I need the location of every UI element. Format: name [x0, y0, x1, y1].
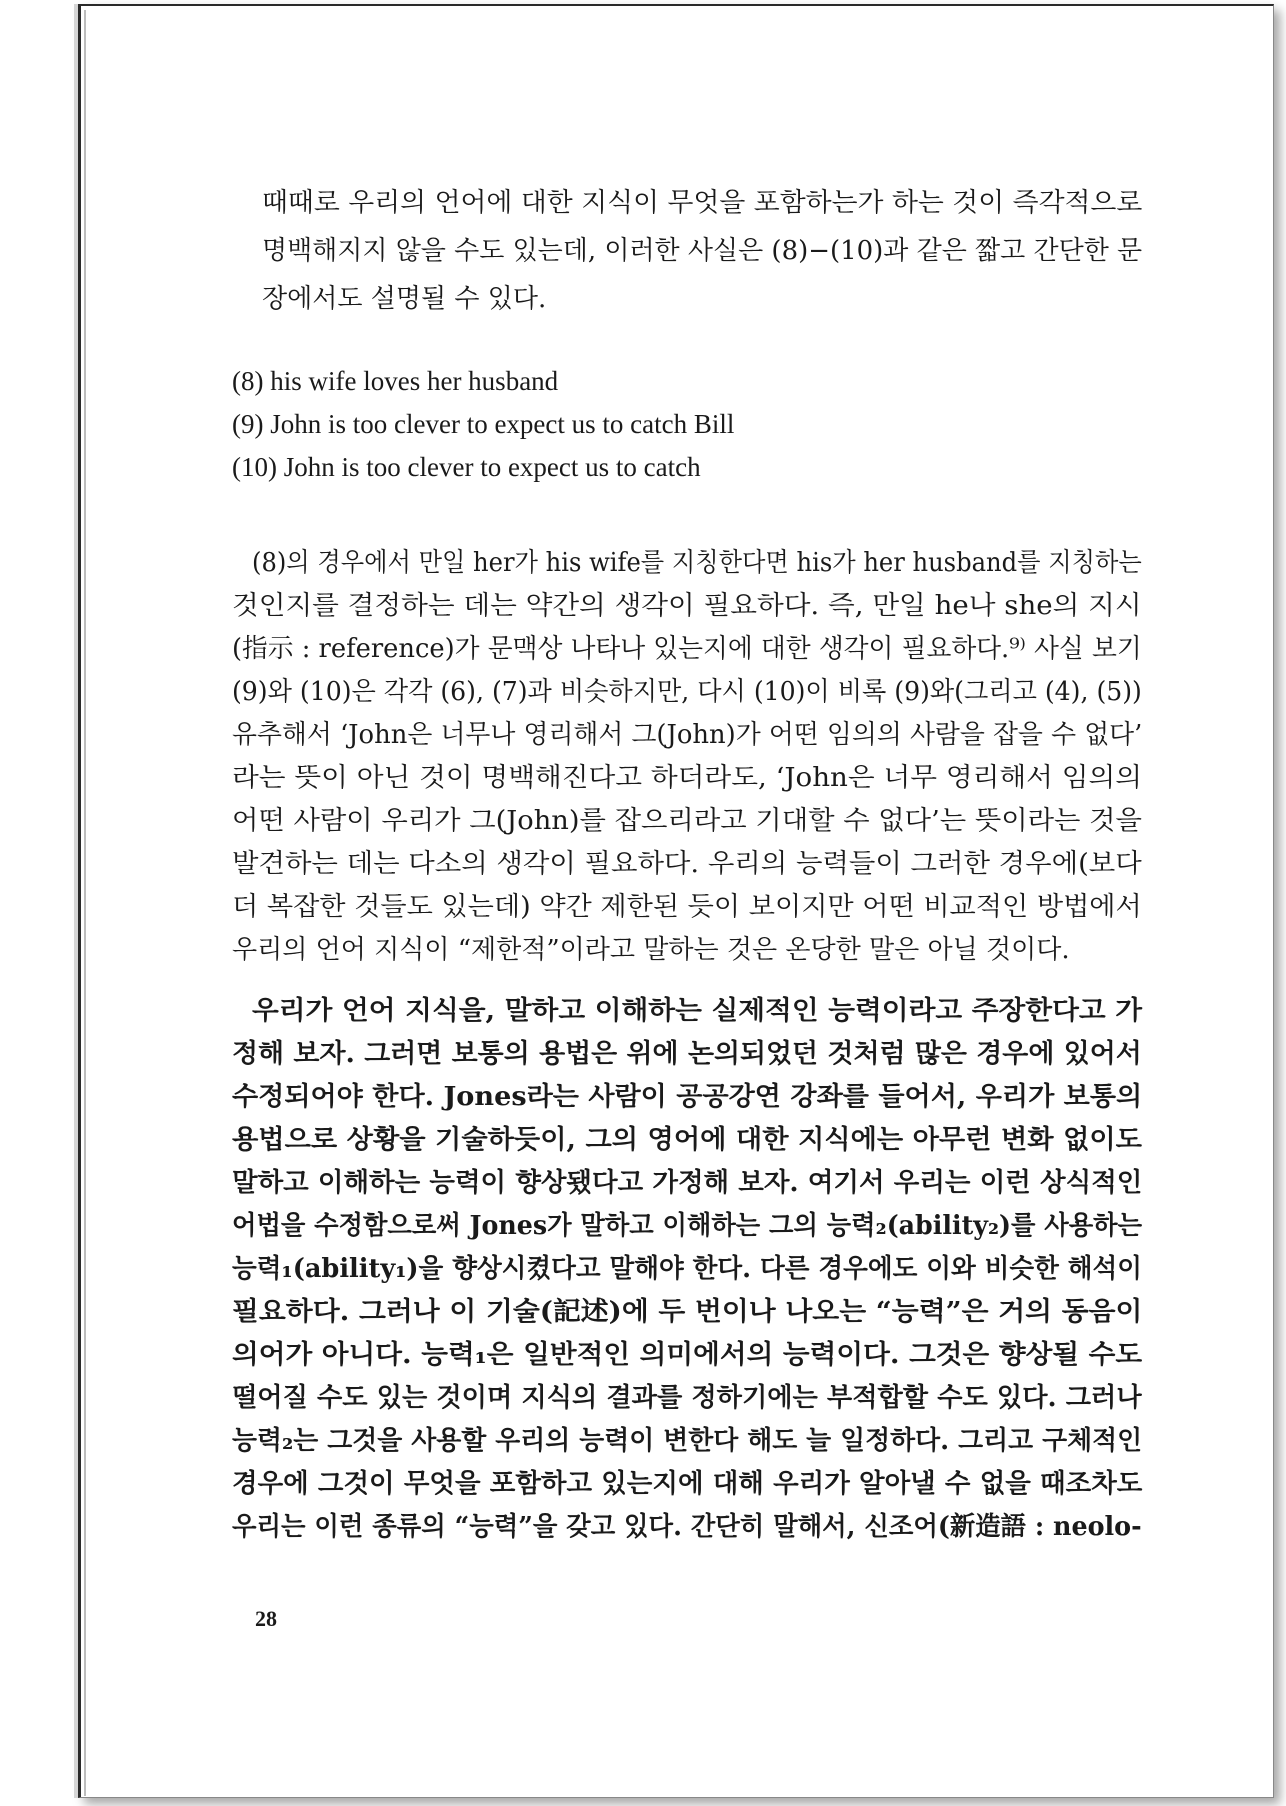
paragraph2-line: 더 복잡한 것들도 있는데) 약간 제한된 듯이 보이지만 어떤 비교적인 방법에서 [232, 892, 1142, 922]
paragraph1-line: 장에서도 설명될 수 있다. [262, 284, 547, 314]
paragraph2-line: (9)와 (10)은 각각 (6), (7)과 비슷하지만, 다시 (10)이 비록 (9)와(그리고 (4), (5)) [232, 677, 1142, 707]
paragraph3-line: 어법을 수정함으로써 Jones가 말하고 이해하는 그의 능력₂(ability₂)를 사용하는 [232, 1211, 1143, 1241]
paragraph3-line: 정해 보자. 그러면 보통의 용법은 위에 논의되었던 것처럼 많은 경우에 있어서 [232, 1039, 1142, 1069]
paragraph2-line: 라는 뜻이 아닌 것이 명백해진다고 하더라도, ‘John은 너무 영리해서 임의의 [232, 763, 1143, 793]
paragraph3-line: 능력₂는 그것을 사용할 우리의 능력이 변한다 해도 늘 일정하다. 그리고 구체적인 [232, 1426, 1143, 1456]
paragraph3-line: 경우에 그것이 무엇을 포함하고 있는지에 대해 우리가 알아낼 수 없을 때조차도 [232, 1469, 1143, 1499]
example-line: (9) John is too clever to expect us to catch Bill [232, 409, 735, 439]
paragraph3-line: 필요하다. 그러나 이 기술(記述)에 두 번이나 나오는 “능력”은 거의 동음이 [232, 1297, 1143, 1327]
paragraph1-line: 명백해지지 않을 수도 있는데, 이러한 사실은 (8)−(10)과 같은 짧고 간단한 문 [262, 236, 1143, 266]
paragraph2-line: (8)의 경우에서 만일 her가 his wife를 지칭한다면 his가 her husband를 지칭하는 [252, 548, 1142, 578]
page-number: 28 [255, 1606, 277, 1631]
paragraph3-line: 말하고 이해하는 능력이 향상됐다고 가정해 보자. 여기서 우리는 이런 상식적인 [232, 1168, 1143, 1198]
paragraph2-line: 어떤 사람이 우리가 그(John)를 잡으리라고 기대할 수 없다’는 뜻이라는 것을 [232, 806, 1142, 836]
paragraph-2 [232, 542, 1142, 982]
paragraph1-line: 때때로 우리의 언어에 대한 지식이 무엇을 포함하는가 하는 것이 즉각적으로 [262, 188, 1143, 218]
paragraph2-line: 발견하는 데는 다소의 생각이 필요하다. 우리의 능력들이 그러한 경우에(보다 [232, 849, 1142, 879]
paragraph-3 [232, 990, 1142, 1590]
paragraph2-line: 것인지를 결정하는 데는 약간의 생각이 필요하다. 즉, 만일 he나 she의 지시 [232, 591, 1142, 621]
paragraph3-line: 수정되어야 한다. Jones라는 사람이 공공강연 강좌를 들어서, 우리가 보통의 [232, 1082, 1143, 1112]
paragraph2-line: 유추해서 ‘John은 너무나 영리해서 그(John)가 어떤 임의의 사람을 잡을 수 없다’ [232, 720, 1143, 750]
paragraph3-line: 우리는 이런 종류의 “능력”을 갖고 있다. 간단히 말해서, 신조어(新造語 : neolo- [232, 1512, 1142, 1542]
paragraph3-line: 우리가 언어 지식을, 말하고 이해하는 실제적인 능력이라고 주장한다고 가 [252, 996, 1143, 1026]
paragraph2-line: 우리의 언어 지식이 “제한적”이라고 말하는 것은 온당한 말은 아닐 것이다. [232, 935, 1070, 965]
paragraph3-line: 용법으로 상황을 기술하듯이, 그의 영어에 대한 지식에는 아무런 변화 없이도 [232, 1125, 1142, 1155]
paragraph3-line: 능력₁(ability₁)을 향상시켰다고 말해야 한다. 다른 경우에도 이와 비슷한 해석이 [232, 1254, 1143, 1284]
page-spine-edge [84, 10, 86, 1796]
paragraph-1 [262, 182, 1142, 322]
example-line: (8) his wife loves her husband [232, 366, 559, 396]
paragraph2-line: (指示 : reference)가 문맥상 나타나 있는지에 대한 생각이 필요하다.⁹⁾ 사실 보기 [232, 634, 1142, 664]
example-sentences [232, 366, 932, 496]
example-line: (10) John is too clever to expect us to catch [232, 452, 701, 482]
paragraph3-line: 의어가 아니다. 능력₁은 일반적인 의미에서의 능력이다. 그것은 향상될 수도 [232, 1340, 1143, 1370]
paragraph3-line: 떨어질 수도 있는 것이며 지식의 결과를 정하기에는 부적합할 수도 있다. 그러나 [232, 1383, 1142, 1413]
